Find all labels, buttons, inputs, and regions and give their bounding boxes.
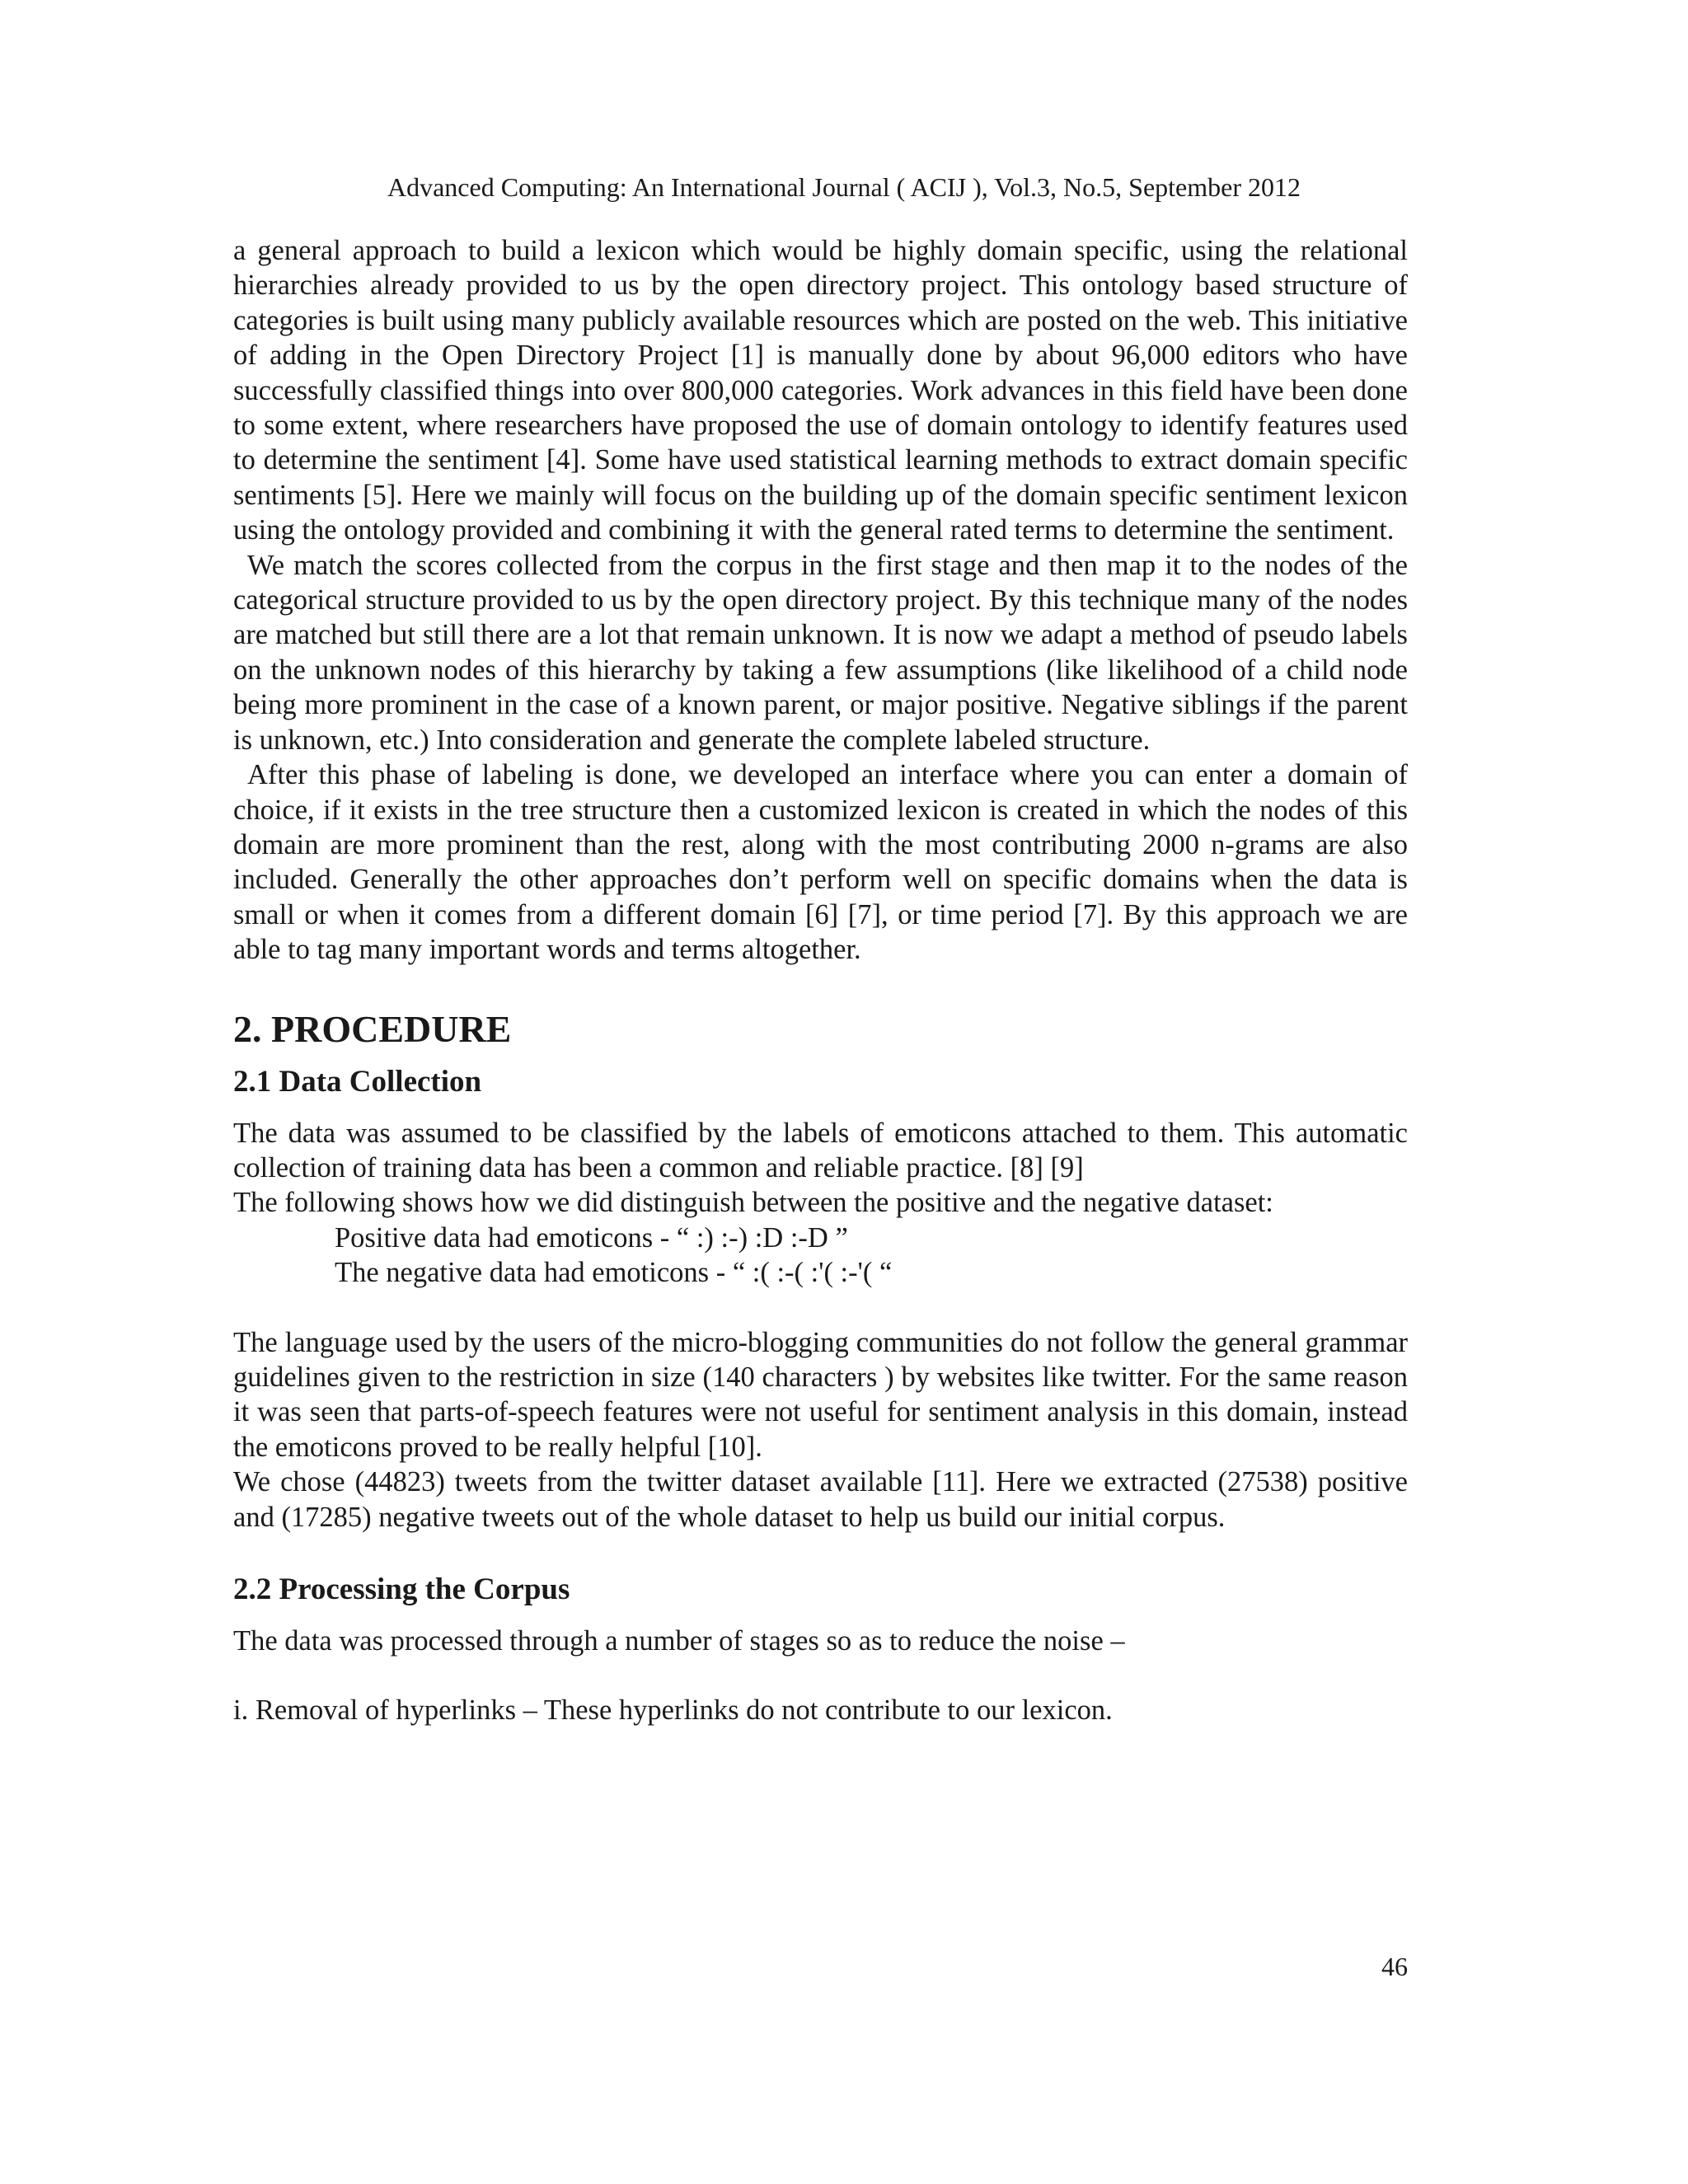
page-number: 46 [1381, 1952, 1408, 1981]
positive-emoticons-line: Positive data had emoticons - “ :) :-) :D :-D ” [335, 1221, 848, 1254]
page-body [233, 233, 1408, 1728]
negative-emoticons-line: The negative data had emoticons - “ :( :-( :'( :-'( “ [335, 1257, 893, 1289]
section-heading-procedure: 2. PROCEDURE [233, 1007, 512, 1050]
intro-paragraph-1: a general approach to build a lexicon which would be highly domain specific, using the relational hierarchies already provided to us by the open directory project. This ontology based structure of categories is built using many publicly available resources which are posted on the web. This initiative of adding in the Open Directory Project [1] is manually done by about 96,000 editors who have successfully classified things into over 800,000 categories. Work advances in this field have been done to some extent, where researchers have proposed the use of domain ontology to identify features used to determine the sentiment [4]. Some have used statistical learning methods to extract domain specific sentiments [5]. Here we mainly will focus on the building up of the domain specific sentiment lexicon using the ontology provided and combining it with the general rated terms to determine the sentiment. [233, 235, 1408, 546]
intro-paragraph-3: After this phase of labeling is done, we developed an interface where you can enter a domain of choice, if it exists in the tree structure then a customized lexicon is created in which the nodes of this domain are more prominent than the rest, along with the most contributing 2000 n-grams are also included. Generally the other approaches don’t perform well on specific domains when the data is small or when it comes from a different domain [6] [7], or time period [7]. By this approach we are able to tag many important words and terms altogether. [233, 759, 1408, 966]
intro-paragraph-2: We match the scores collected from the corpus in the first stage and then map it to the nodes of the categorical structure provided to us by the open directory project. By this technique many of the nodes are matched but still there are a lot that remain unknown. It is now we adapt a method of pseudo labels on the unknown nodes of this hierarchy by taking a few assumptions (like likelihood of a child node being more prominent in the case of a known parent, or major positive. Negative siblings if the parent is unknown, etc.) Into consideration and generate the complete labeled structure. [233, 549, 1408, 756]
subsection-heading-data-collection: 2.1 Data Collection [233, 1064, 482, 1099]
data-collection-paragraph-1: The data was assumed to be classified by the labels of emoticons attached to them. This automatic collection of training data has been a common and reliable practice. [8] [9] [233, 1117, 1408, 1183]
processing-paragraph-1: The data was processed through a number of stages so as to reduce the noise – [233, 1625, 1125, 1657]
data-collection-paragraph-2: The following shows how we did distinguish between the positive and the negative dataset: [233, 1187, 1273, 1219]
data-collection-paragraph-3: The language used by the users of the micro-blogging communities do not follow the general grammar guidelines given to the restriction in size (140 characters ) by websites like twitter. For the same reason it was seen that parts-of-speech features were not useful for sentiment analysis in this domain, instead the emoticons proved to be really helpful [10]. [233, 1326, 1408, 1463]
running-header: Advanced Computing: An International Journal ( ACIJ ), Vol.3, No.5, September 2012 [387, 172, 1301, 202]
subsection-heading-processing-corpus: 2.2 Processing the Corpus [233, 1572, 570, 1606]
processing-list-item-1: i. Removal of hyperlinks – These hyperlinks do not contribute to our lexicon. [233, 1694, 1113, 1727]
data-collection-paragraph-4: We chose (44823) tweets from the twitter dataset available [11]. Here we extracted (27538) positive and (17285) negative tweets out of the whole dataset to help us build our initial corpus. [233, 1466, 1408, 1533]
